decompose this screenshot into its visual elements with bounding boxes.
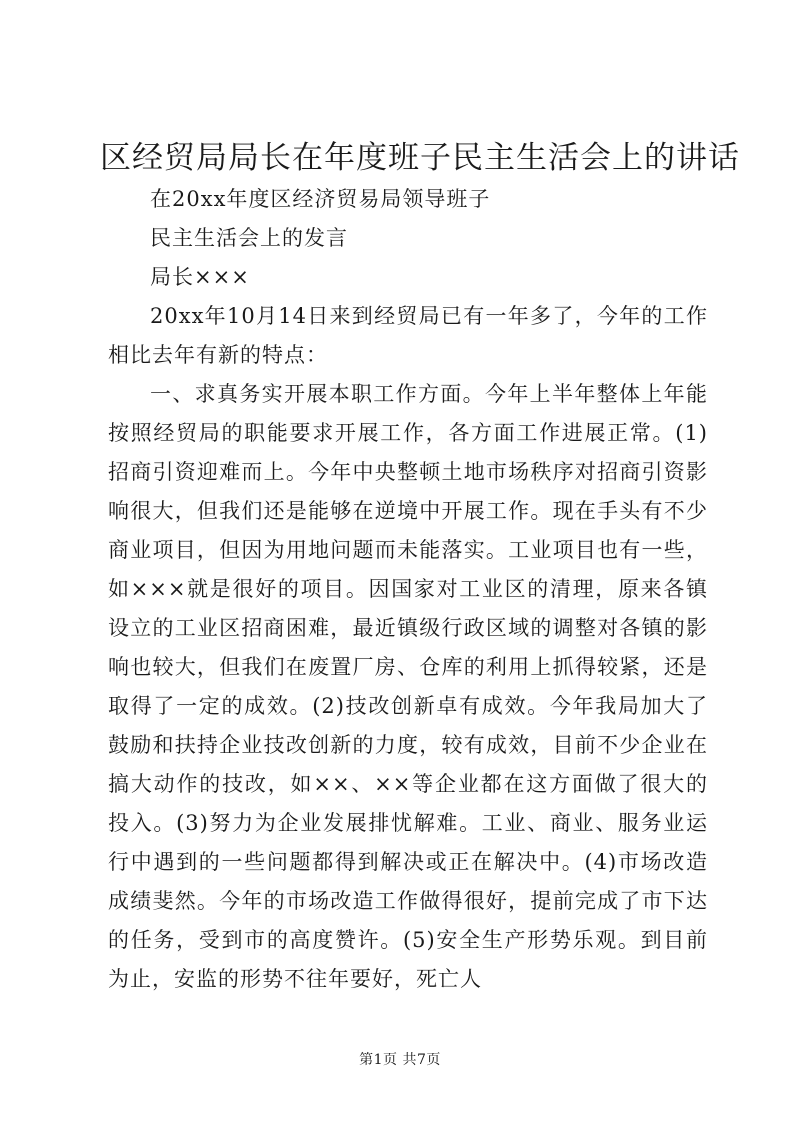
document-title: 区经贸局局长在年度班子民主生活会上的讲话: [100, 140, 740, 176]
paragraph: 局长×××: [150, 265, 250, 289]
document-body: [108, 180, 708, 999]
paragraph: 一、求真务实开展本职工作方面。今年上半年整体上年能按照经贸局的职能要求开展工作，各方面工作进展正常。(1)招商引资迎难而上。今年中央整顿土地市场秩序对招商引资影响很大，但我们还是能够在逆境中开展工作。现在手头有不少商业项目，但因为用地问题而未能落实。工业项目也有一些，如×××就是很好的项目。因国家对工业区的清理，原来各镇设立的工业区招商困难，最近镇级行政区域的调整对各镇的影响也较大，但我们在废置厂房、仓库的利用上抓得较紧，还是取得了一定的成效。(2)技改创新卓有成效。今年我局加大了鼓励和扶持企业技改创新的力度，较有成效，目前不少企业在搞大动作的技改，如××、××等企业都在这方面做了很大的投入。(3)努力为企业发展排忧解难。工业、商业、服务业运行中遇到的一些问题都得到解决或正在解决中。(4)市场改造成绩斐然。今年的市场改造工作做得很好，提前完成了市下达的任务，受到市的高度赞许。(5)安全生产形势乐观。到目前为止，安监的形势不往年要好，死亡人: [108, 382, 708, 991]
paragraph: 20xx年10月14日来到经贸局已有一年多了，今年的工作相比去年有新的特点：: [108, 304, 708, 367]
paragraph: 民主生活会上的发言: [150, 226, 348, 250]
paragraph: 在20xx年度区经济贸易局领导班子: [150, 187, 491, 211]
page-number-footer: 第1页 共7页: [359, 1052, 441, 1068]
